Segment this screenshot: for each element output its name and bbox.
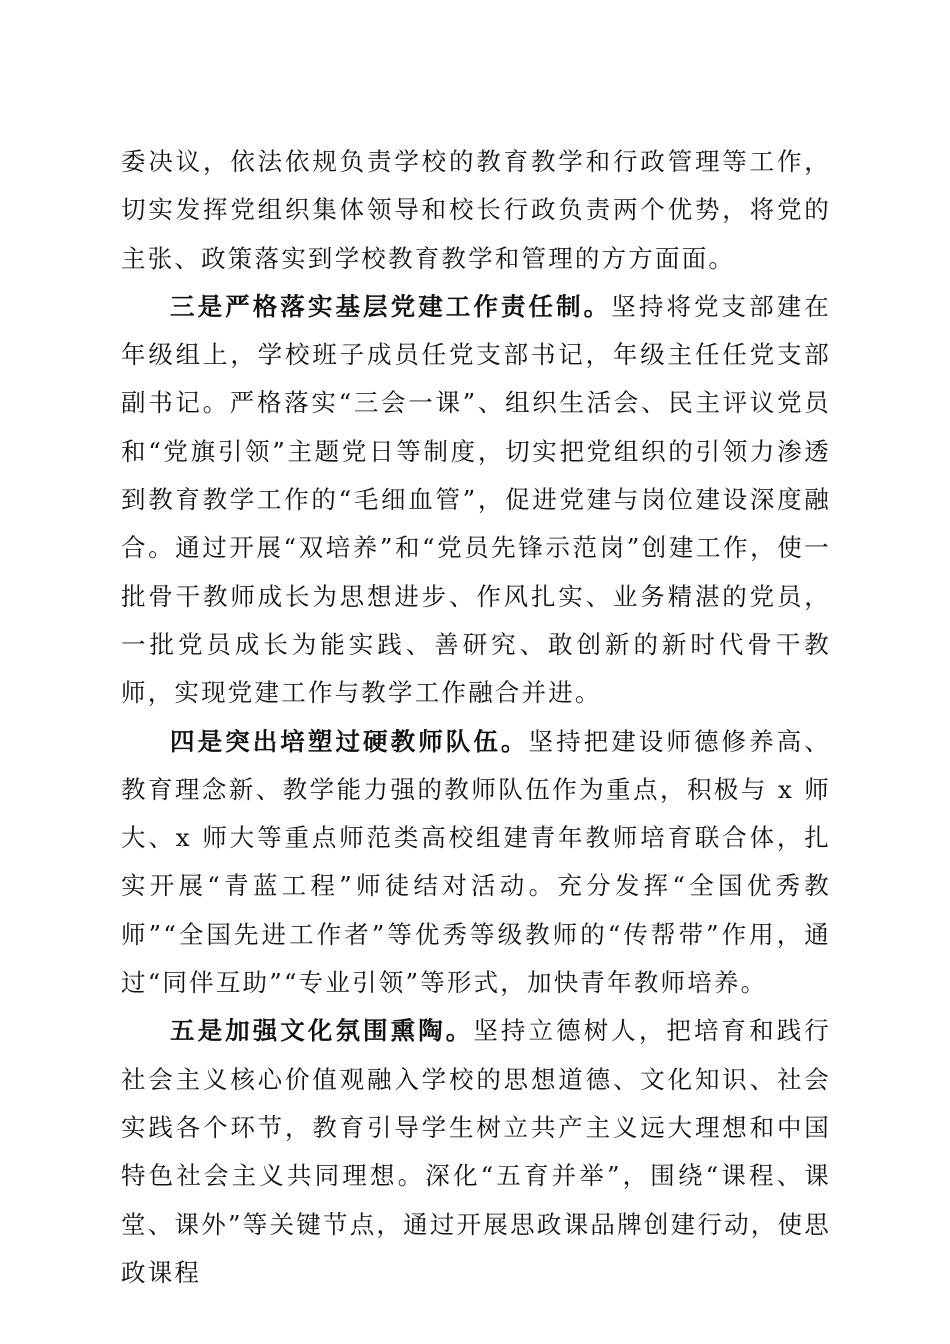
paragraph-heading: 五是加强文化氛围熏陶。: [170, 1016, 474, 1046]
document-page: [121, 138, 831, 1297]
paragraph-section-4: [121, 718, 831, 1008]
paragraph-heading: 三是严格落实基层党建工作责任制。: [170, 291, 612, 321]
paragraph-text: 委决议，依法依规负责学校的教育教学和行政管理等工作，切实发挥党组织集体领导和校长行政负责两个优势，将党的主张、政策落实到学校教育教学和管理的方方面面。: [121, 147, 831, 273]
paragraph-text: 坚持将党支部建在年级组上，学校班子成员任党支部书记，年级主任任党支部副书记。严格落实“三会一课”、组织生活会、民主评议党员和“党旗引领”主题党日等制度，切实把党组织的引领力渗透到教育教学工作的“毛细血管”，促进党建与岗位建设深度融合。通过开展“双培养”和“党员先锋示范岗”创建工作，使一批骨干教师成长为思想进步、作风扎实、业务精湛的党员，一批党员成长为能实践、善研究、敢创新的新时代骨干教师，实现党建工作与教学工作融合并进。: [121, 291, 831, 708]
paragraph-continuation: [121, 138, 831, 283]
paragraph-section-3: [121, 283, 831, 718]
paragraph-text: 坚持把建设师德修养高、教育理念新、教学能力强的教师队伍作为重点，积极与 x 师大、x 师大等重点师范类高校组建青年教师培育联合体，扎实开展“青蓝工程”师徒结对活动。充分发挥“全国优秀教师”“全国先进工作者”等优秀等级教师的“传帮带”作用，通过“同伴互助”“专业引领”等形式，加快青年教师培养。: [121, 726, 831, 998]
paragraph-text: 坚持立德树人，把培育和践行社会主义核心价值观融入学校的思想道德、文化知识、社会实践各个环节，教育引导学生树立共产主义远大理想和中国特色社会主义共同理想。深化“五育并举”，围绕“课程、课堂、课外”等关键节点，通过开展思政课品牌创建行动，使思政课程: [121, 1016, 831, 1287]
paragraph-section-5: [121, 1007, 831, 1297]
paragraph-heading: 四是突出培塑过硬教师队伍。: [170, 726, 529, 756]
